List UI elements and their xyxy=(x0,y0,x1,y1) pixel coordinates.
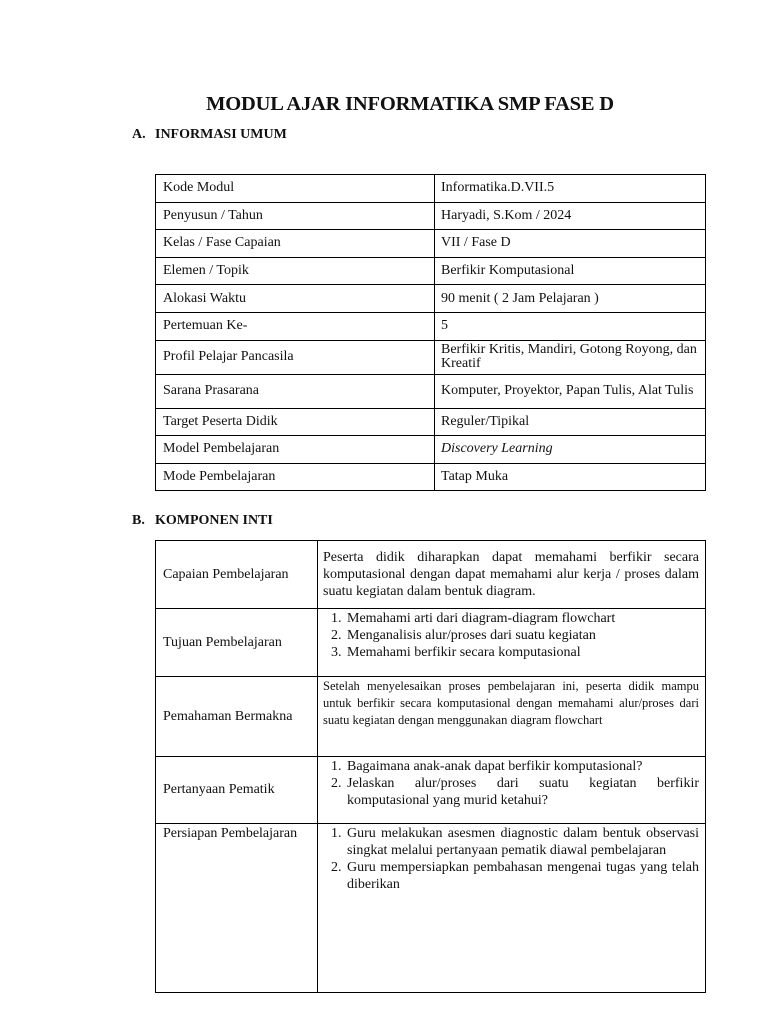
info-value: VII / Fase D xyxy=(435,230,706,258)
info-label: Sarana Prasarana xyxy=(156,374,435,408)
info-value: Berfikir Kritis, Mandiri, Gotong Royong, dan Kreatif xyxy=(435,340,706,374)
info-value: 90 menit ( 2 Jam Pelajaran ) xyxy=(435,285,706,313)
list-item: 3. Memahami berfikir secara komputasional xyxy=(345,644,699,661)
info-label: Target Peserta Didik xyxy=(156,408,435,436)
info-label: Alokasi Waktu xyxy=(156,285,435,313)
section-a-letter: A. xyxy=(132,127,146,142)
tujuan-value xyxy=(318,609,706,677)
info-value: Komputer, Proyektor, Papan Tulis, Alat Tulis xyxy=(435,374,706,408)
section-a-heading xyxy=(132,127,287,143)
info-value: Reguler/Tipikal xyxy=(435,408,706,436)
info-label: Pertemuan Ke- xyxy=(156,312,435,340)
pertanyaan-list xyxy=(323,758,699,809)
table-row xyxy=(156,340,706,374)
table-row xyxy=(156,312,706,340)
table-row xyxy=(156,824,706,993)
list-item: 1. Bagaimana anak-anak dapat berfikir komputasional? xyxy=(345,758,699,775)
info-value: Haryadi, S.Kom / 2024 xyxy=(435,202,706,230)
table-row xyxy=(156,609,706,677)
info-value: Tatap Muka xyxy=(435,463,706,491)
table-row xyxy=(156,408,706,436)
persiapan-list xyxy=(323,825,699,893)
table-row xyxy=(156,257,706,285)
info-value: Discovery Learning xyxy=(435,436,706,464)
info-label: Profil Pelajar Pancasila xyxy=(156,340,435,374)
table-row xyxy=(156,436,706,464)
list-item: 1. Memahami arti dari diagram-diagram flowchart xyxy=(345,610,699,627)
list-item: 1. Guru melakukan asesmen diagnostic dalam bentuk observasi singkat melalui pertanyaan pematik diawal pembelajaran xyxy=(345,825,699,859)
table-row xyxy=(156,541,706,609)
pertanyaan-value xyxy=(318,757,706,824)
document-title: MODUL AJAR INFORMATIKA SMP FASE D xyxy=(206,93,614,115)
component-table xyxy=(155,540,706,993)
section-a-title: INFORMASI UMUM xyxy=(155,127,287,142)
table-row xyxy=(156,175,706,203)
table-row xyxy=(156,202,706,230)
info-label: Kode Modul xyxy=(156,175,435,203)
info-value: Informatika.D.VII.5 xyxy=(435,175,706,203)
info-label: Model Pembelajaran xyxy=(156,436,435,464)
persiapan-value xyxy=(318,824,706,993)
persiapan-label: Persiapan Pembelajaran xyxy=(156,824,318,993)
pertanyaan-label: Pertanyaan Pematik xyxy=(156,757,318,824)
table-row xyxy=(156,230,706,258)
list-item: 2. Guru mempersiapkan pembahasan mengenai tugas yang telah diberikan xyxy=(345,859,699,893)
pemahaman-value: Setelah menyelesaikan proses pembelajaran ini, peserta didik mampu untuk berfikir secara komputasional dengan memahami alur/proses dari suatu kegiatan dengan menggunakan diagram flowchart xyxy=(318,677,706,757)
tujuan-list xyxy=(323,610,699,661)
section-b-heading xyxy=(132,513,273,529)
info-label: Mode Pembelajaran xyxy=(156,463,435,491)
info-value: Berfikir Komputasional xyxy=(435,257,706,285)
table-row xyxy=(156,757,706,824)
info-label: Kelas / Fase Capaian xyxy=(156,230,435,258)
section-b-title: KOMPONEN INTI xyxy=(155,513,273,528)
info-value: 5 xyxy=(435,312,706,340)
info-table xyxy=(155,174,706,491)
capaian-value: Peserta didik diharapkan dapat memahami berfikir secara komputasional dengan dapat memahami alur kerja / proses dalam suatu kegiatan dalam bentuk diagram. xyxy=(318,541,706,609)
list-item: 2. Jelaskan alur/proses dari suatu kegiatan berfikir komputasional yang murid ketahui? xyxy=(345,775,699,809)
table-row xyxy=(156,374,706,408)
list-item: 2. Menganalisis alur/proses dari suatu kegiatan xyxy=(345,627,699,644)
table-row xyxy=(156,285,706,313)
pemahaman-label: Pemahaman Bermakna xyxy=(156,677,318,757)
section-b-letter: B. xyxy=(132,513,145,528)
info-label: Elemen / Topik xyxy=(156,257,435,285)
tujuan-label: Tujuan Pembelajaran xyxy=(156,609,318,677)
info-label: Penyusun / Tahun xyxy=(156,202,435,230)
table-row xyxy=(156,677,706,757)
capaian-label: Capaian Pembelajaran xyxy=(156,541,318,609)
table-row xyxy=(156,463,706,491)
